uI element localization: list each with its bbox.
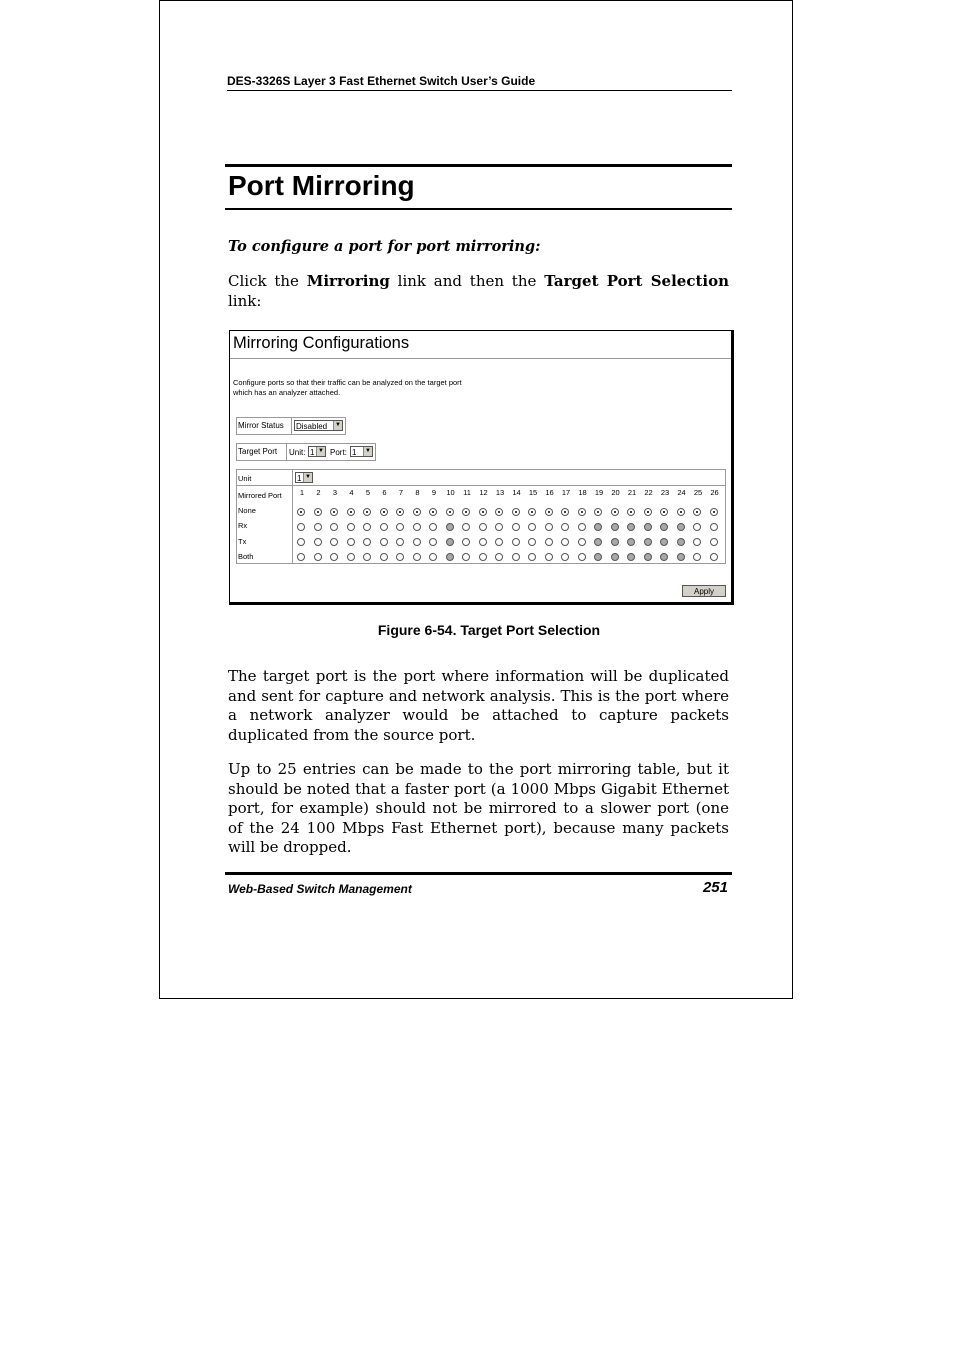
port-number-10: 10 — [446, 488, 455, 497]
radio-tx-port-1[interactable] — [297, 538, 305, 546]
radio-none-port-12[interactable] — [479, 508, 487, 516]
target-unit-select[interactable] — [308, 446, 326, 457]
dropdown-arrow-icon: ▼ — [316, 447, 325, 456]
radio-both-port-16[interactable] — [545, 553, 553, 561]
radio-none-port-7[interactable] — [396, 508, 404, 516]
radio-rx-port-5[interactable] — [363, 523, 371, 531]
radio-rx-port-8[interactable] — [413, 523, 421, 531]
radio-none-port-20[interactable] — [611, 508, 619, 516]
radio-both-port-9[interactable] — [429, 553, 437, 561]
port-number-7: 7 — [398, 488, 404, 497]
radio-both-port-5[interactable] — [363, 553, 371, 561]
radio-both-port-18[interactable] — [578, 553, 586, 561]
port-number-25: 25 — [693, 488, 703, 497]
radio-tx-port-2[interactable] — [314, 538, 322, 546]
port-number-20: 20 — [611, 488, 620, 497]
dropdown-arrow-icon: ▼ — [363, 447, 372, 456]
radio-rx-port-9[interactable] — [429, 523, 437, 531]
port-number-14: 14 — [512, 488, 521, 497]
radio-tx-port-4[interactable] — [347, 538, 355, 546]
target-port-group — [236, 443, 376, 461]
screenshot-title: Mirroring Configurations — [233, 334, 410, 352]
port-number-4: 4 — [349, 488, 354, 497]
target-port-value: 1 — [352, 448, 357, 457]
radio-rx-port-6[interactable] — [380, 523, 388, 531]
radio-both-port-23[interactable] — [660, 553, 668, 561]
description-line: which has an analyzer attached. — [233, 388, 341, 397]
radio-both-port-21[interactable] — [627, 553, 635, 561]
radio-none-port-2[interactable] — [314, 508, 322, 516]
port-mirror-table — [236, 469, 726, 564]
radio-none-port-14[interactable] — [512, 508, 520, 516]
port-number-17: 17 — [561, 488, 571, 497]
radio-tx-port-16[interactable] — [545, 538, 553, 546]
screenshot-description — [233, 378, 462, 398]
radio-both-port-20[interactable] — [611, 553, 619, 561]
radio-tx-port-3[interactable] — [330, 538, 338, 546]
radio-rx-port-17[interactable] — [561, 523, 569, 531]
radio-tx-port-25[interactable] — [693, 538, 701, 546]
row-label-tx: Tx — [238, 537, 247, 546]
radio-tx-port-20[interactable] — [611, 538, 619, 546]
intro-text: link: — [228, 291, 262, 310]
radio-rx-port-21[interactable] — [627, 523, 635, 531]
radio-rx-port-15[interactable] — [528, 523, 536, 531]
radio-rx-port-16[interactable] — [545, 523, 553, 531]
radio-tx-port-5[interactable] — [363, 538, 371, 546]
port-number-3: 3 — [332, 488, 338, 497]
row-label-both: Both — [238, 552, 254, 561]
running-header: DES-3326S Layer 3 Fast Ethernet Switch User’s Guide — [227, 74, 732, 91]
apply-button[interactable]: Apply — [682, 585, 726, 597]
port-number-1: 1 — [299, 488, 305, 497]
radio-none-port-21[interactable] — [627, 508, 635, 516]
divider — [230, 358, 731, 359]
radio-both-port-13[interactable] — [495, 553, 503, 561]
radio-none-port-17[interactable] — [561, 508, 569, 516]
mirror-status-select[interactable] — [294, 420, 343, 431]
radio-rx-port-14[interactable] — [512, 523, 520, 531]
port-number-15: 15 — [528, 488, 538, 497]
row-label-rx: Rx — [238, 521, 248, 530]
radio-none-port-25[interactable] — [693, 508, 701, 516]
radio-both-port-26[interactable] — [710, 553, 718, 561]
port-number-22: 22 — [644, 488, 653, 497]
body-paragraph: Up to 25 entries can be made to the port mirroring table, but it should be noted that a faster port (a 1000 Mbps Gigabit Ethernet port, for example) should not be mirrored to a slower port (one of the 24 100 Mbps Fast Ethernet port), because many packets will be dropped. — [228, 760, 729, 856]
instruction-heading: To configure a port for port mirroring: — [228, 238, 541, 255]
row-label-none: None — [238, 506, 256, 515]
divider — [291, 418, 292, 434]
radio-both-port-2[interactable] — [314, 553, 322, 561]
port-number-16: 16 — [545, 488, 554, 497]
port-number-8: 8 — [415, 488, 420, 497]
radio-tx-port-6[interactable] — [380, 538, 388, 546]
radio-none-port-9[interactable] — [429, 508, 437, 516]
radio-none-port-1[interactable] — [297, 508, 305, 516]
radio-tx-port-24[interactable] — [677, 538, 685, 546]
mirror-status-value: Disabled — [296, 422, 328, 431]
port-number-21: 21 — [627, 488, 637, 497]
description-line: Configure ports so that their traffic can be analyzed on the target port — [233, 378, 462, 387]
radio-none-port-22[interactable] — [644, 508, 652, 516]
radio-both-port-11[interactable] — [462, 553, 470, 561]
target-unit-value: 1 — [310, 448, 315, 457]
mirror-status-group — [236, 417, 346, 435]
radio-none-port-3[interactable] — [330, 508, 338, 516]
section-rule — [225, 164, 732, 167]
intro-paragraph — [228, 272, 729, 311]
radio-rx-port-7[interactable] — [396, 523, 404, 531]
port-number-5: 5 — [365, 488, 371, 497]
mirroring-link-text: Mirroring — [306, 272, 390, 290]
radio-tx-port-17[interactable] — [561, 538, 569, 546]
radio-rx-port-2[interactable] — [314, 523, 322, 531]
radio-both-port-19[interactable] — [594, 553, 602, 561]
radio-rx-port-12[interactable] — [479, 523, 487, 531]
radio-rx-port-23[interactable] — [660, 523, 668, 531]
radio-both-port-24[interactable] — [677, 553, 685, 561]
footer-title: Web-Based Switch Management — [228, 882, 412, 896]
port-number-6: 6 — [382, 488, 387, 497]
radio-none-port-4[interactable] — [347, 508, 355, 516]
radio-tx-port-21[interactable] — [627, 538, 635, 546]
port-number-13: 13 — [495, 488, 505, 497]
radio-both-port-22[interactable] — [644, 553, 652, 561]
radio-none-port-18[interactable] — [578, 508, 586, 516]
port-number-23: 23 — [660, 488, 670, 497]
radio-none-port-8[interactable] — [413, 508, 421, 516]
port-number-26: 26 — [710, 488, 719, 497]
dropdown-arrow-icon: ▼ — [303, 473, 312, 482]
radio-none-port-16[interactable] — [545, 508, 553, 516]
radio-rx-port-4[interactable] — [347, 523, 355, 531]
radio-both-port-3[interactable] — [330, 553, 338, 561]
port-number-24: 24 — [677, 488, 686, 497]
section-rule — [225, 208, 732, 210]
radio-both-port-10[interactable] — [446, 553, 454, 561]
radio-tx-port-7[interactable] — [396, 538, 404, 546]
radio-tx-port-9[interactable] — [429, 538, 437, 546]
radio-none-port-10[interactable] — [446, 508, 454, 516]
footer-rule — [225, 872, 732, 875]
divider — [292, 470, 293, 563]
target-port-select[interactable] — [350, 446, 373, 457]
body-paragraph: The target port is the port where information will be duplicated and sent for capture and network analysis. This is the port where a network analyzer would be attached to capture packets duplicated from the source port. — [228, 667, 729, 744]
port-number-19: 19 — [594, 488, 604, 497]
radio-rx-port-26[interactable] — [710, 523, 718, 531]
page-number: 251 — [702, 879, 728, 896]
radio-both-port-25[interactable] — [693, 553, 701, 561]
table-unit-select[interactable] — [295, 472, 313, 483]
table-unit-label: Unit — [238, 474, 252, 483]
intro-text: link and then the — [389, 272, 545, 290]
radio-both-port-12[interactable] — [479, 553, 487, 561]
radio-both-port-4[interactable] — [347, 553, 355, 561]
radio-rx-port-18[interactable] — [578, 523, 586, 531]
radio-tx-port-19[interactable] — [594, 538, 602, 546]
radio-tx-port-8[interactable] — [413, 538, 421, 546]
radio-none-port-6[interactable] — [380, 508, 388, 516]
radio-both-port-15[interactable] — [528, 553, 536, 561]
radio-none-port-13[interactable] — [495, 508, 503, 516]
port-label: Port: — [330, 448, 347, 457]
radio-tx-port-10[interactable] — [446, 538, 454, 546]
radio-none-port-11[interactable] — [462, 508, 470, 516]
divider — [237, 485, 725, 486]
radio-both-port-17[interactable] — [561, 553, 569, 561]
radio-tx-port-18[interactable] — [578, 538, 586, 546]
port-number-2: 2 — [316, 488, 321, 497]
radio-rx-port-25[interactable] — [693, 523, 701, 531]
mirroring-config-screenshot — [229, 330, 734, 605]
radio-rx-port-24[interactable] — [677, 523, 685, 531]
radio-rx-port-3[interactable] — [330, 523, 338, 531]
port-number-9: 9 — [431, 488, 437, 497]
radio-none-port-5[interactable] — [363, 508, 371, 516]
divider — [286, 444, 287, 460]
radio-none-port-26[interactable] — [710, 508, 718, 516]
port-number-11: 11 — [463, 488, 471, 497]
radio-rx-port-13[interactable] — [495, 523, 503, 531]
radio-both-port-1[interactable] — [297, 553, 305, 561]
radio-rx-port-19[interactable] — [594, 523, 602, 531]
unit-label: Unit: — [289, 448, 306, 457]
figure-caption: Figure 6-54. Target Port Selection — [377, 622, 601, 638]
radio-tx-port-13[interactable] — [495, 538, 503, 546]
table-unit-value: 1 — [297, 474, 302, 483]
radio-rx-port-20[interactable] — [611, 523, 619, 531]
radio-both-port-6[interactable] — [380, 553, 388, 561]
radio-rx-port-22[interactable] — [644, 523, 652, 531]
radio-both-port-14[interactable] — [512, 553, 520, 561]
radio-none-port-15[interactable] — [528, 508, 536, 516]
radio-tx-port-26[interactable] — [710, 538, 718, 546]
port-number-18: 18 — [578, 488, 587, 497]
radio-both-port-8[interactable] — [413, 553, 421, 561]
port-number-12: 12 — [479, 488, 488, 497]
radio-tx-port-12[interactable] — [479, 538, 487, 546]
target-port-selection-link-text: Target Port Selection — [544, 272, 730, 290]
radio-rx-port-11[interactable] — [462, 523, 470, 531]
target-port-label: Target Port — [238, 447, 278, 456]
dropdown-arrow-icon: ▼ — [333, 421, 342, 430]
radio-tx-port-11[interactable] — [462, 538, 470, 546]
radio-none-port-19[interactable] — [594, 508, 602, 516]
radio-none-port-24[interactable] — [677, 508, 685, 516]
radio-rx-port-10[interactable] — [446, 523, 454, 531]
radio-tx-port-15[interactable] — [528, 538, 536, 546]
row-label-mirrored-port: Mirrored Port — [238, 491, 282, 500]
section-title: Port Mirroring — [228, 170, 415, 201]
radio-tx-port-22[interactable] — [644, 538, 652, 546]
radio-none-port-23[interactable] — [660, 508, 668, 516]
radio-both-port-7[interactable] — [396, 553, 404, 561]
radio-tx-port-14[interactable] — [512, 538, 520, 546]
radio-tx-port-23[interactable] — [660, 538, 668, 546]
radio-rx-port-1[interactable] — [297, 523, 305, 531]
mirror-status-label: Mirror Status — [238, 421, 284, 430]
intro-text: Click the — [228, 272, 307, 290]
